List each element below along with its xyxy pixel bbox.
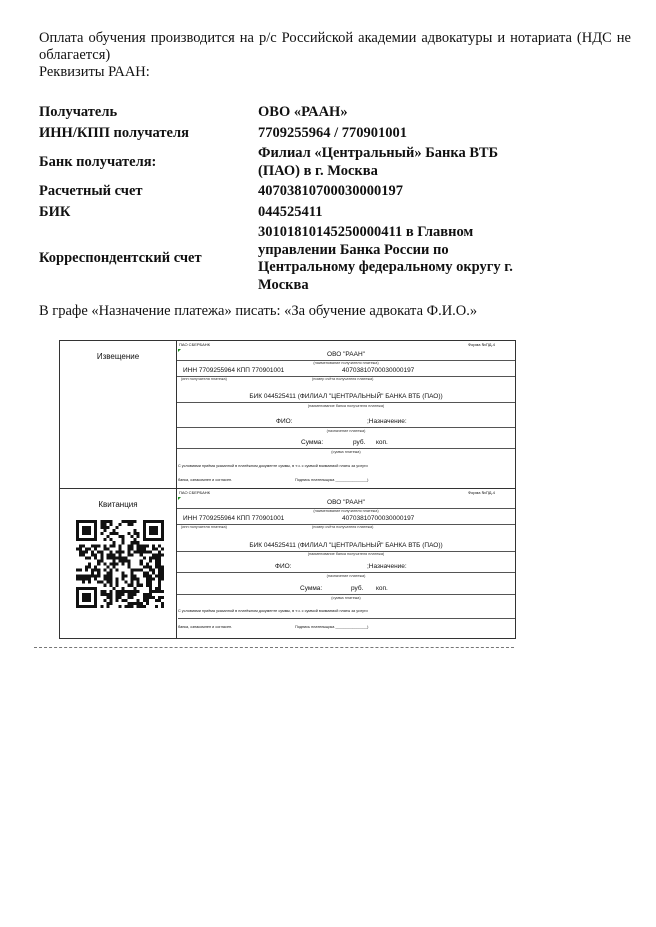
receipt-section [60, 489, 515, 638]
fio-purpose-row [177, 418, 515, 428]
requisite-row [39, 104, 629, 122]
form-number: Форма №ПД-4 [467, 490, 495, 495]
consent-line-2: банка, ознакомлен и согласен. [178, 625, 233, 629]
recipient-name: ОВО "РААН" [177, 499, 515, 509]
rub-label: руб. [353, 439, 366, 446]
cut-line [34, 647, 514, 648]
recipient-caption: (наименование получателя платежа) [313, 361, 379, 365]
requisite-row [39, 145, 629, 180]
sum-caption: (сумма платежа) [331, 596, 361, 600]
account-number: 40703810700030000197 [342, 515, 415, 522]
account-number: 40703810700030000197 [342, 367, 415, 374]
intro-line-2: Реквизиты РААН: [39, 64, 150, 80]
kop-label: коп. [376, 585, 388, 592]
bank-name: ПАО СБЕРБАНК [179, 342, 210, 347]
fio-label: ФИО: [275, 563, 292, 570]
inn-caption: (инн получателя платежа) [181, 377, 227, 381]
bank-caption: (наименование банка получателя платежа) [307, 552, 385, 556]
notice-section [60, 341, 515, 489]
purpose-caption: (назначение платежа) [326, 429, 366, 433]
account-caption: (номер счёта получателя платежа) [312, 377, 374, 381]
bank-line: БИК 044525411 (ФИЛИАЛ "ЦЕНТРАЛЬНЫЙ" БАНКА ВТБ (ПАО)) [177, 542, 515, 552]
fio-purpose-row [177, 563, 515, 573]
inn-account-row [177, 515, 515, 525]
requisite-label: Получатель [39, 104, 118, 120]
notice-left-column [60, 341, 177, 488]
requisite-value: ОВО «РААН» [258, 104, 348, 120]
notice-title: Извещение [96, 352, 140, 361]
inn-account-row [177, 367, 515, 377]
signature-label: Подпись плательщика _______________) [295, 625, 369, 629]
receipt-title: Квитанция [98, 500, 138, 509]
bank-caption: (наименование банка получателя платежа) [307, 404, 385, 408]
payment-form-pd4 [59, 340, 516, 639]
requisite-value: Филиал «Центральный» Банка ВТБ (ПАО) в г. Москва [258, 145, 499, 179]
requisite-label: Корреспондентский счет [39, 250, 202, 267]
requisite-label: ИНН/КПП получателя [39, 124, 189, 141]
purpose-note: В графе «Назначение платежа» писать: «За обучение адвоката Ф.И.О.» [39, 303, 478, 319]
inn-caption: (инн получателя платежа) [181, 525, 227, 529]
recipient-name: ОВО "РААН" [177, 351, 515, 361]
consent-line-1: С условиями приёма указанной в платёжном документе суммы, в т.ч. с суммой взимаемой платы за услуги [178, 464, 368, 468]
requisite-value: 044525411 [258, 203, 323, 220]
consent-line-2: банка, ознакомлен и согласен. [178, 478, 233, 482]
requisite-label: Банк получателя: [39, 153, 157, 170]
notice-body [177, 341, 515, 488]
qr-code-icon [76, 520, 164, 608]
receipt-left-column [60, 489, 177, 638]
requisite-row [39, 204, 629, 222]
sum-row [177, 585, 515, 595]
purpose-caption: (назначение платежа) [326, 574, 366, 578]
requisite-row [39, 224, 629, 294]
inn-kpp: ИНН 7709255964 КПП 770901001 [183, 515, 285, 522]
requisite-value: 30101810145250000411 в Главном управлении Банка России по Центральному федеральному округу г. Москва [258, 224, 513, 293]
sum-row [177, 439, 515, 449]
kop-label: коп. [376, 439, 388, 446]
bank-line: БИК 044525411 (ФИЛИАЛ "ЦЕНТРАЛЬНЫЙ" БАНКА ВТБ (ПАО)) [177, 393, 515, 403]
signature-label: Подпись плательщика _______________) [295, 478, 369, 482]
receipt-body [177, 489, 515, 638]
consent-line-1: С условиями приёма указанной в платёжном документе суммы, в т.ч. с суммой взимаемой платы за услуги [178, 609, 515, 619]
intro-text [39, 30, 631, 81]
fio-label: ФИО: [276, 418, 293, 425]
requisites-table [39, 104, 629, 297]
account-caption: (номер счёта получателя платежа) [312, 525, 374, 529]
sum-label: Сумма: [300, 585, 323, 592]
requisite-row [39, 125, 629, 143]
purpose-label: ;Назначение: [367, 563, 407, 570]
requisite-value: 40703810700030000197 [258, 183, 403, 199]
form-number: Форма №ПД-4 [467, 342, 495, 347]
requisite-label: Расчетный счет [39, 183, 143, 199]
rub-label: руб. [351, 585, 364, 592]
sum-caption: (сумма платежа) [331, 450, 361, 454]
recipient-caption: (наименование получателя платежа) [313, 509, 379, 513]
intro-line-1: Оплата обучения производится на р/с Российской академии адвокатуры и нотариата (НДС не облагается) [39, 30, 631, 63]
sum-label: Сумма: [301, 439, 324, 446]
requisite-row [39, 183, 629, 201]
bank-name: ПАО СБЕРБАНК [179, 490, 210, 495]
purpose-label: ;Назначение: [367, 418, 407, 425]
inn-kpp: ИНН 7709255964 КПП 770901001 [183, 367, 285, 374]
requisite-value: 7709255964 / 770901001 [258, 124, 408, 141]
requisite-label: БИК [39, 203, 71, 220]
